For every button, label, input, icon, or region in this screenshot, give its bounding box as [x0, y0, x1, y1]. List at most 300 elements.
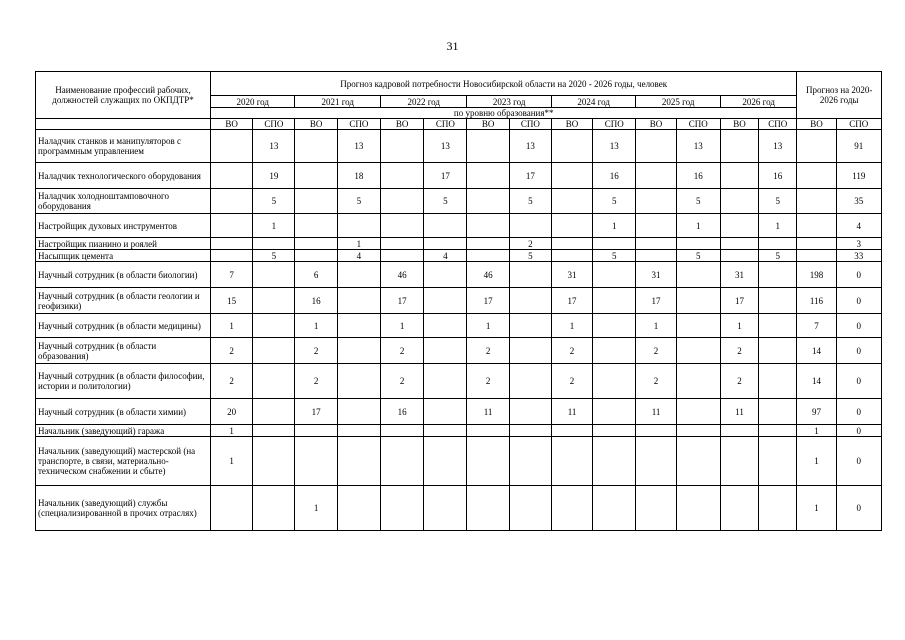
value-cell [253, 399, 295, 425]
level-header: ВО [211, 119, 253, 130]
value-cell: 15 [211, 288, 253, 314]
value-cell: 13 [676, 130, 720, 163]
total-forecast-header: Прогноз на 2020-2026 годы [797, 72, 882, 119]
value-cell [593, 399, 636, 425]
value-cell: 13 [759, 130, 797, 163]
value-cell [759, 486, 797, 531]
value-cell [380, 250, 423, 262]
value-cell: 1 [295, 486, 337, 531]
year-header: 2024 год [551, 96, 635, 108]
value-cell [676, 364, 720, 399]
value-cell: 2 [380, 338, 423, 364]
profession-name-header: Наименование профессий рабочих, должностей служащих по ОКПДТР* [36, 72, 211, 119]
table-row [36, 163, 882, 189]
value-cell [509, 314, 551, 338]
value-cell: 1 [211, 425, 253, 437]
value-cell [295, 163, 337, 189]
education-level-header: по уровню образования** [211, 108, 797, 119]
profession-name-cell: Научный сотрудник (в области медицины) [36, 314, 211, 338]
value-cell: 13 [337, 130, 380, 163]
value-cell [424, 399, 467, 425]
value-cell: 5 [759, 189, 797, 214]
table-row [36, 189, 882, 214]
value-cell [467, 130, 509, 163]
year-header: 2023 год [467, 96, 551, 108]
forecast-title-header: Прогноз кадровой потребности Новосибирской области на 2020 - 2026 годы, человек [211, 72, 797, 96]
profession-name-cell: Научный сотрудник (в области философии, истории и политологии) [36, 364, 211, 399]
value-cell: 14 [797, 364, 836, 399]
value-cell [337, 425, 380, 437]
value-cell [551, 250, 592, 262]
value-cell [424, 425, 467, 437]
value-cell [593, 338, 636, 364]
value-cell [593, 288, 636, 314]
profession-name-cell: Наладчик станков и манипуляторов с программным управлением [36, 130, 211, 163]
value-cell [509, 338, 551, 364]
value-cell [253, 486, 295, 531]
value-cell [337, 288, 380, 314]
value-cell: 1 [797, 437, 836, 486]
value-cell [593, 262, 636, 288]
value-cell: 0 [836, 486, 881, 531]
value-cell: 1 [295, 314, 337, 338]
value-cell [759, 338, 797, 364]
value-cell: 1 [636, 314, 676, 338]
value-cell [424, 238, 467, 250]
value-cell: 16 [380, 399, 423, 425]
value-cell: 11 [636, 399, 676, 425]
value-cell: 2 [211, 364, 253, 399]
year-header: 2020 год [211, 96, 295, 108]
value-cell [424, 486, 467, 531]
value-cell [424, 437, 467, 486]
value-cell [759, 238, 797, 250]
level-header: ВО [797, 119, 836, 130]
value-cell: 0 [836, 314, 881, 338]
profession-name-cell: Насыпщик цемента [36, 250, 211, 262]
value-cell: 11 [467, 399, 509, 425]
table-body [36, 130, 882, 531]
value-cell [295, 250, 337, 262]
value-cell: 2 [380, 364, 423, 399]
value-cell: 5 [253, 250, 295, 262]
value-cell [720, 163, 758, 189]
level-header: СПО [424, 119, 467, 130]
value-cell: 1 [759, 214, 797, 238]
value-cell: 1 [211, 314, 253, 338]
value-cell [337, 437, 380, 486]
value-cell [211, 486, 253, 531]
year-header: 2021 год [295, 96, 380, 108]
value-cell [211, 238, 253, 250]
value-cell [676, 288, 720, 314]
value-cell: 17 [424, 163, 467, 189]
value-cell [337, 338, 380, 364]
value-cell [636, 214, 676, 238]
value-cell [676, 262, 720, 288]
table-row [36, 262, 882, 288]
value-cell [759, 262, 797, 288]
value-cell: 5 [676, 250, 720, 262]
profession-name-cell: Научный сотрудник (в области образования) [36, 338, 211, 364]
value-cell: 1 [211, 437, 253, 486]
levels-header-row [36, 119, 882, 130]
value-cell: 5 [593, 189, 636, 214]
value-cell [636, 163, 676, 189]
value-cell [636, 130, 676, 163]
value-cell: 19 [253, 163, 295, 189]
value-cell [380, 425, 423, 437]
value-cell: 33 [836, 250, 881, 262]
level-header: СПО [593, 119, 636, 130]
level-header: СПО [676, 119, 720, 130]
value-cell: 13 [509, 130, 551, 163]
value-cell [593, 486, 636, 531]
value-cell: 1 [380, 314, 423, 338]
value-cell [467, 250, 509, 262]
value-cell [424, 364, 467, 399]
profession-name-cell: Настройщик пианино и роялей [36, 238, 211, 250]
value-cell: 5 [509, 189, 551, 214]
value-cell [720, 425, 758, 437]
value-cell: 13 [424, 130, 467, 163]
value-cell: 7 [797, 314, 836, 338]
value-cell [759, 314, 797, 338]
value-cell: 97 [797, 399, 836, 425]
value-cell [424, 288, 467, 314]
value-cell: 0 [836, 262, 881, 288]
value-cell [509, 214, 551, 238]
value-cell: 17 [509, 163, 551, 189]
value-cell [467, 486, 509, 531]
value-cell [253, 238, 295, 250]
level-header: ВО [467, 119, 509, 130]
value-cell: 2 [295, 364, 337, 399]
value-cell: 13 [253, 130, 295, 163]
value-cell: 0 [836, 437, 881, 486]
value-cell: 17 [636, 288, 676, 314]
value-cell [551, 486, 592, 531]
table-row [36, 437, 882, 486]
value-cell: 116 [797, 288, 836, 314]
profession-name-cell: Научный сотрудник (в области геологии и геофизики) [36, 288, 211, 314]
page-number: 31 [446, 39, 459, 53]
level-header: СПО [509, 119, 551, 130]
value-cell: 16 [593, 163, 636, 189]
value-cell [380, 486, 423, 531]
value-cell [759, 288, 797, 314]
value-cell [337, 364, 380, 399]
value-cell [467, 425, 509, 437]
value-cell [636, 425, 676, 437]
value-cell [509, 262, 551, 288]
value-cell [551, 425, 592, 437]
value-cell [636, 437, 676, 486]
value-cell [551, 437, 592, 486]
value-cell [676, 338, 720, 364]
value-cell [467, 238, 509, 250]
value-cell: 5 [509, 250, 551, 262]
value-cell [253, 437, 295, 486]
value-cell [424, 262, 467, 288]
value-cell [720, 250, 758, 262]
table-row [36, 425, 882, 437]
year-header: 2022 год [380, 96, 467, 108]
value-cell: 5 [593, 250, 636, 262]
value-cell [551, 189, 592, 214]
levels-spacer [36, 119, 211, 130]
value-cell [636, 189, 676, 214]
value-cell: 1 [337, 238, 380, 250]
value-cell [337, 214, 380, 238]
value-cell: 16 [759, 163, 797, 189]
value-cell [551, 238, 592, 250]
value-cell [509, 399, 551, 425]
value-cell [759, 437, 797, 486]
value-cell [380, 238, 423, 250]
value-cell [676, 486, 720, 531]
value-cell [380, 189, 423, 214]
value-cell: 1 [720, 314, 758, 338]
profession-name-cell: Наладчик холодноштамповочного оборудования [36, 189, 211, 214]
value-cell: 5 [424, 189, 467, 214]
value-cell [593, 364, 636, 399]
value-cell: 4 [337, 250, 380, 262]
value-cell [295, 189, 337, 214]
table-row [36, 338, 882, 364]
value-cell: 2 [551, 364, 592, 399]
value-cell [593, 437, 636, 486]
value-cell [467, 437, 509, 486]
value-cell: 16 [676, 163, 720, 189]
value-cell [720, 486, 758, 531]
value-cell: 17 [720, 288, 758, 314]
value-cell [253, 262, 295, 288]
profession-name-cell: Начальник (заведующий) мастерской (на транспорте, в связи, материально-техническом снабжении и сбыте) [36, 437, 211, 486]
value-cell: 4 [424, 250, 467, 262]
value-cell [797, 238, 836, 250]
value-cell: 0 [836, 425, 881, 437]
value-cell [797, 214, 836, 238]
value-cell [676, 314, 720, 338]
value-cell [593, 425, 636, 437]
value-cell [253, 425, 295, 437]
level-header: СПО [337, 119, 380, 130]
value-cell [424, 338, 467, 364]
profession-name-cell: Научный сотрудник (в области химии) [36, 399, 211, 425]
value-cell [797, 250, 836, 262]
year-header: 2026 год [720, 96, 796, 108]
profession-name-cell: Начальник (заведующий) гаража [36, 425, 211, 437]
value-cell: 0 [836, 364, 881, 399]
value-cell [380, 163, 423, 189]
value-cell: 17 [295, 399, 337, 425]
value-cell [797, 163, 836, 189]
value-cell: 2 [551, 338, 592, 364]
value-cell: 0 [836, 288, 881, 314]
level-header: ВО [295, 119, 337, 130]
value-cell [211, 189, 253, 214]
value-cell [253, 288, 295, 314]
value-cell: 7 [211, 262, 253, 288]
value-cell: 5 [337, 189, 380, 214]
profession-name-cell: Настройщик духовых инструментов [36, 214, 211, 238]
table-row [36, 314, 882, 338]
value-cell [337, 486, 380, 531]
value-cell: 31 [636, 262, 676, 288]
value-cell [295, 130, 337, 163]
value-cell [509, 486, 551, 531]
level-header: СПО [836, 119, 881, 130]
value-cell [253, 338, 295, 364]
value-cell [720, 437, 758, 486]
value-cell: 18 [337, 163, 380, 189]
value-cell: 46 [467, 262, 509, 288]
workforce-forecast-table [35, 71, 882, 531]
value-cell: 11 [720, 399, 758, 425]
value-cell: 5 [759, 250, 797, 262]
value-cell: 6 [295, 262, 337, 288]
value-cell: 1 [797, 486, 836, 531]
value-cell [380, 130, 423, 163]
value-cell [551, 163, 592, 189]
value-cell [424, 314, 467, 338]
value-cell [551, 214, 592, 238]
value-cell [253, 314, 295, 338]
value-cell: 3 [836, 238, 881, 250]
value-cell: 0 [836, 338, 881, 364]
value-cell: 4 [836, 214, 881, 238]
level-header: ВО [551, 119, 592, 130]
value-cell [636, 238, 676, 250]
value-cell: 13 [593, 130, 636, 163]
value-cell [509, 288, 551, 314]
value-cell: 20 [211, 399, 253, 425]
value-cell: 119 [836, 163, 881, 189]
value-cell: 2 [211, 338, 253, 364]
value-cell: 31 [551, 262, 592, 288]
value-cell: 2 [720, 364, 758, 399]
level-header: ВО [720, 119, 758, 130]
value-cell [759, 364, 797, 399]
table-row [36, 486, 882, 531]
value-cell [337, 314, 380, 338]
table-row [36, 399, 882, 425]
value-cell [593, 238, 636, 250]
value-cell [424, 214, 467, 238]
value-cell: 16 [295, 288, 337, 314]
value-cell [509, 425, 551, 437]
value-cell [211, 130, 253, 163]
value-cell [759, 399, 797, 425]
value-cell [211, 214, 253, 238]
profession-name-cell: Наладчик технологического оборудования [36, 163, 211, 189]
value-cell [380, 214, 423, 238]
value-cell: 2 [295, 338, 337, 364]
value-cell: 91 [836, 130, 881, 163]
value-cell [720, 214, 758, 238]
value-cell: 1 [253, 214, 295, 238]
value-cell: 17 [467, 288, 509, 314]
value-cell [636, 486, 676, 531]
value-cell [295, 437, 337, 486]
value-cell: 14 [797, 338, 836, 364]
value-cell [295, 214, 337, 238]
value-cell: 2 [467, 338, 509, 364]
value-cell [551, 130, 592, 163]
value-cell [720, 238, 758, 250]
table-row [36, 288, 882, 314]
value-cell: 17 [380, 288, 423, 314]
level-header: ВО [380, 119, 423, 130]
profession-name-cell: Научный сотрудник (в области биологии) [36, 262, 211, 288]
value-cell: 2 [636, 364, 676, 399]
value-cell: 17 [551, 288, 592, 314]
level-header: СПО [759, 119, 797, 130]
value-cell: 2 [636, 338, 676, 364]
value-cell [676, 425, 720, 437]
value-cell [676, 399, 720, 425]
table-row [36, 250, 882, 262]
value-cell [720, 130, 758, 163]
value-cell [467, 163, 509, 189]
value-cell: 5 [253, 189, 295, 214]
value-cell: 1 [593, 214, 636, 238]
value-cell [467, 189, 509, 214]
value-cell [797, 130, 836, 163]
table-row [36, 130, 882, 163]
value-cell [509, 364, 551, 399]
value-cell [337, 399, 380, 425]
value-cell [676, 437, 720, 486]
table-row [36, 238, 882, 250]
value-cell: 46 [380, 262, 423, 288]
value-cell [295, 425, 337, 437]
value-cell [211, 250, 253, 262]
value-cell [797, 189, 836, 214]
value-cell [593, 314, 636, 338]
value-cell [509, 437, 551, 486]
profession-name-cell: Начальник (заведующий) службы (специализированной в прочих отраслях) [36, 486, 211, 531]
value-cell [720, 189, 758, 214]
value-cell: 198 [797, 262, 836, 288]
table-row [36, 364, 882, 399]
value-cell: 35 [836, 189, 881, 214]
value-cell: 1 [676, 214, 720, 238]
value-cell: 1 [797, 425, 836, 437]
value-cell [211, 163, 253, 189]
level-header: СПО [253, 119, 295, 130]
level-header: ВО [636, 119, 676, 130]
table-row [36, 214, 882, 238]
value-cell [337, 262, 380, 288]
value-cell [295, 238, 337, 250]
value-cell: 1 [551, 314, 592, 338]
value-cell: 0 [836, 399, 881, 425]
year-header: 2025 год [636, 96, 720, 108]
value-cell: 5 [676, 189, 720, 214]
value-cell [467, 214, 509, 238]
value-cell: 2 [720, 338, 758, 364]
value-cell: 1 [467, 314, 509, 338]
value-cell: 2 [467, 364, 509, 399]
value-cell: 31 [720, 262, 758, 288]
value-cell [636, 250, 676, 262]
value-cell [676, 238, 720, 250]
value-cell: 11 [551, 399, 592, 425]
value-cell: 2 [509, 238, 551, 250]
value-cell [759, 425, 797, 437]
